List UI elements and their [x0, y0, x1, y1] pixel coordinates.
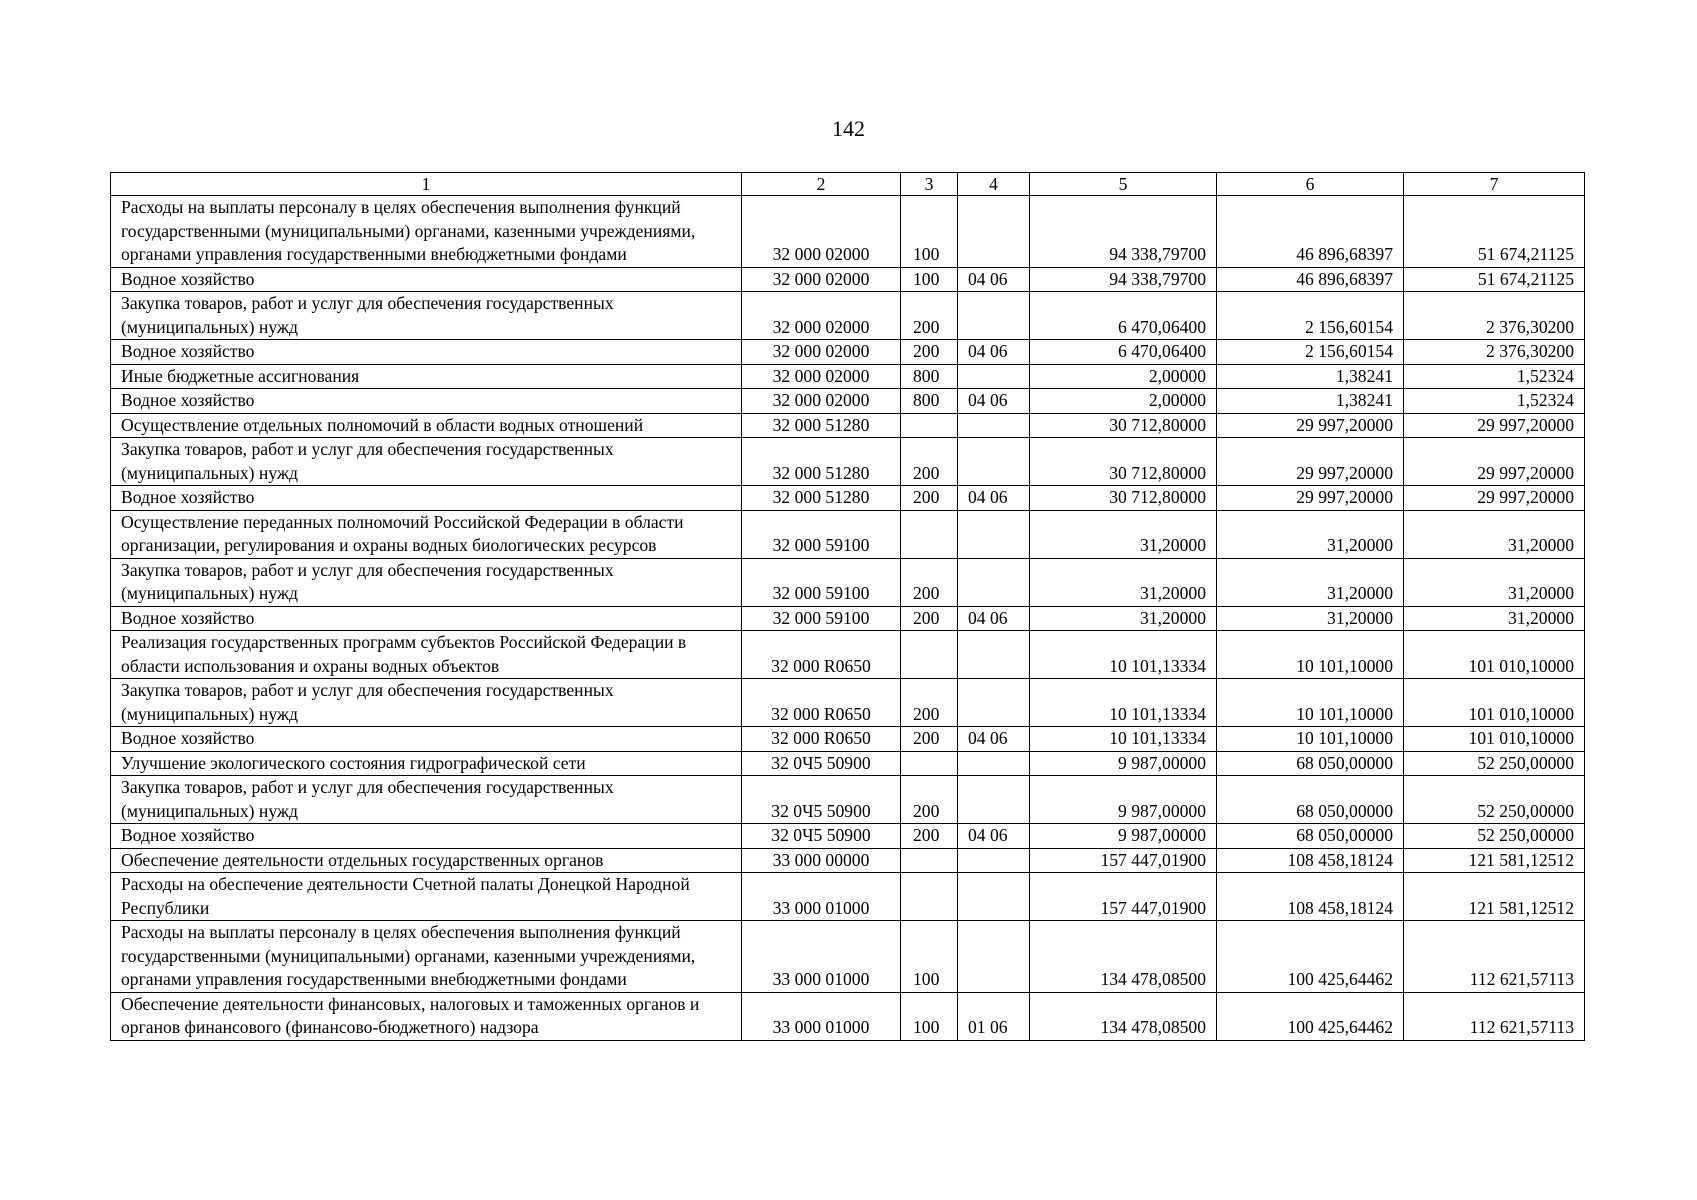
expense-type-cell: 200	[901, 727, 958, 752]
target-code-cell: 32 000 R0650	[742, 679, 901, 727]
expense-name-cell: Водное хозяйство	[111, 340, 742, 365]
amount-col5-cell: 10 101,13334	[1030, 727, 1217, 752]
amount-col6-cell: 100 425,64462	[1217, 992, 1404, 1040]
amount-col6-cell: 31,20000	[1217, 606, 1404, 631]
target-code-cell: 33 000 01000	[742, 992, 901, 1040]
expense-name-cell: Закупка товаров, работ и услуг для обеспечения государственных (муниципальных) нужд	[111, 292, 742, 340]
expense-type-cell	[901, 848, 958, 873]
amount-col5-cell: 94 338,79700	[1030, 267, 1217, 292]
amount-col7-cell: 1,52324	[1404, 389, 1585, 414]
amount-col6-cell: 46 896,68397	[1217, 196, 1404, 268]
expense-type-cell	[901, 413, 958, 438]
amount-col5-cell: 31,20000	[1030, 606, 1217, 631]
expense-name-cell: Обеспечение деятельности финансовых, налоговых и таможенных органов и органов финансового (финансово-бюджетного) надзора	[111, 992, 742, 1040]
table-row	[111, 776, 1585, 824]
section-code-cell	[958, 848, 1030, 873]
table-row	[111, 486, 1585, 511]
amount-col6-cell: 10 101,10000	[1217, 679, 1404, 727]
section-code-cell: 04 06	[958, 389, 1030, 414]
amount-col6-cell: 29 997,20000	[1217, 438, 1404, 486]
amount-col6-cell: 29 997,20000	[1217, 486, 1404, 511]
target-code-cell: 32 000 02000	[742, 196, 901, 268]
section-code-cell	[958, 510, 1030, 558]
target-code-cell: 32 000 02000	[742, 340, 901, 365]
expense-type-cell: 100	[901, 267, 958, 292]
amount-col6-cell: 68 050,00000	[1217, 776, 1404, 824]
page-number: 142	[832, 116, 865, 141]
amount-col7-cell: 29 997,20000	[1404, 413, 1585, 438]
amount-col5-cell: 31,20000	[1030, 558, 1217, 606]
table-row	[111, 196, 1585, 268]
column-header: 2	[742, 173, 901, 196]
amount-col6-cell: 68 050,00000	[1217, 751, 1404, 776]
table-row	[111, 727, 1585, 752]
target-code-cell: 32 000 02000	[742, 364, 901, 389]
amount-col7-cell: 29 997,20000	[1404, 438, 1585, 486]
expense-name-cell: Водное хозяйство	[111, 606, 742, 631]
amount-col6-cell: 10 101,10000	[1217, 727, 1404, 752]
amount-col5-cell: 134 478,08500	[1030, 921, 1217, 993]
target-code-cell: 32 000 R0650	[742, 631, 901, 679]
amount-col5-cell: 6 470,06400	[1030, 292, 1217, 340]
amount-col5-cell: 30 712,80000	[1030, 413, 1217, 438]
expense-name-cell: Закупка товаров, работ и услуг для обеспечения государственных (муниципальных) нужд	[111, 679, 742, 727]
amount-col7-cell: 31,20000	[1404, 606, 1585, 631]
section-code-cell: 04 06	[958, 486, 1030, 511]
table-row	[111, 364, 1585, 389]
amount-col6-cell: 108 458,18124	[1217, 848, 1404, 873]
amount-col7-cell: 101 010,10000	[1404, 679, 1585, 727]
target-code-cell: 32 000 51280	[742, 413, 901, 438]
amount-col6-cell: 10 101,10000	[1217, 631, 1404, 679]
expense-name-cell: Расходы на выплаты персоналу в целях обеспечения выполнения функций государственными (муниципальными) органами, казенными учреждениями, органами управления государственными внебюджетными фондами	[111, 921, 742, 993]
expense-name-cell: Реализация государственных программ субъектов Российской Федерации в области использования и охраны водных объектов	[111, 631, 742, 679]
amount-col5-cell: 9 987,00000	[1030, 824, 1217, 849]
section-code-cell: 04 06	[958, 824, 1030, 849]
expense-type-cell: 200	[901, 340, 958, 365]
expense-name-cell: Расходы на выплаты персоналу в целях обеспечения выполнения функций государственными (муниципальными) органами, казенными учреждениями, органами управления государственными внебюджетными фондами	[111, 196, 742, 268]
table-row	[111, 921, 1585, 993]
table-row	[111, 848, 1585, 873]
amount-col5-cell: 134 478,08500	[1030, 992, 1217, 1040]
expense-name-cell: Осуществление переданных полномочий Российской Федерации в области организации, регулирования и охраны водных биологических ресурсов	[111, 510, 742, 558]
amount-col7-cell: 121 581,12512	[1404, 873, 1585, 921]
expense-type-cell: 200	[901, 486, 958, 511]
column-header: 5	[1030, 173, 1217, 196]
section-code-cell	[958, 921, 1030, 993]
target-code-cell: 32 000 51280	[742, 438, 901, 486]
section-code-cell: 04 06	[958, 606, 1030, 631]
section-code-cell	[958, 558, 1030, 606]
target-code-cell: 33 000 01000	[742, 873, 901, 921]
table-row	[111, 413, 1585, 438]
amount-col6-cell: 2 156,60154	[1217, 340, 1404, 365]
expense-name-cell: Улучшение экологического состояния гидрографической сети	[111, 751, 742, 776]
amount-col7-cell: 51 674,21125	[1404, 196, 1585, 268]
table-row	[111, 873, 1585, 921]
target-code-cell: 32 000 02000	[742, 267, 901, 292]
target-code-cell: 32 0Ч5 50900	[742, 751, 901, 776]
section-code-cell: 04 06	[958, 727, 1030, 752]
section-code-cell	[958, 413, 1030, 438]
amount-col7-cell: 112 621,57113	[1404, 921, 1585, 993]
section-code-cell	[958, 631, 1030, 679]
amount-col7-cell: 2 376,30200	[1404, 340, 1585, 365]
expense-type-cell: 100	[901, 196, 958, 268]
amount-col5-cell: 31,20000	[1030, 510, 1217, 558]
amount-col6-cell: 29 997,20000	[1217, 413, 1404, 438]
target-code-cell: 32 000 R0650	[742, 727, 901, 752]
amount-col7-cell: 2 376,30200	[1404, 292, 1585, 340]
target-code-cell: 32 000 02000	[742, 292, 901, 340]
section-code-cell	[958, 438, 1030, 486]
expense-type-cell: 200	[901, 438, 958, 486]
amount-col5-cell: 2,00000	[1030, 364, 1217, 389]
section-code-cell: 01 06	[958, 992, 1030, 1040]
table-row	[111, 751, 1585, 776]
target-code-cell: 32 000 59100	[742, 558, 901, 606]
amount-col6-cell: 46 896,68397	[1217, 267, 1404, 292]
table-header-row	[111, 173, 1585, 196]
expense-type-cell: 800	[901, 364, 958, 389]
amount-col5-cell: 9 987,00000	[1030, 776, 1217, 824]
amount-col7-cell: 52 250,00000	[1404, 824, 1585, 849]
table-row	[111, 438, 1585, 486]
section-code-cell	[958, 679, 1030, 727]
column-header: 7	[1404, 173, 1585, 196]
column-header: 6	[1217, 173, 1404, 196]
table-row	[111, 824, 1585, 849]
amount-col5-cell: 157 447,01900	[1030, 873, 1217, 921]
section-code-cell	[958, 196, 1030, 268]
amount-col5-cell: 157 447,01900	[1030, 848, 1217, 873]
amount-col6-cell: 1,38241	[1217, 364, 1404, 389]
expense-name-cell: Водное хозяйство	[111, 389, 742, 414]
expense-type-cell: 200	[901, 824, 958, 849]
expense-name-cell: Расходы на обеспечение деятельности Счетной палаты Донецкой Народной Республики	[111, 873, 742, 921]
expense-type-cell: 200	[901, 292, 958, 340]
amount-col7-cell: 112 621,57113	[1404, 992, 1585, 1040]
table-row	[111, 510, 1585, 558]
amount-col6-cell: 1,38241	[1217, 389, 1404, 414]
budget-table	[110, 172, 1585, 1041]
target-code-cell: 32 000 51280	[742, 486, 901, 511]
amount-col6-cell: 2 156,60154	[1217, 292, 1404, 340]
amount-col7-cell: 29 997,20000	[1404, 486, 1585, 511]
target-code-cell: 32 000 59100	[742, 606, 901, 631]
target-code-cell: 32 0Ч5 50900	[742, 824, 901, 849]
table-row	[111, 558, 1585, 606]
table-row	[111, 389, 1585, 414]
amount-col5-cell: 30 712,80000	[1030, 486, 1217, 511]
amount-col7-cell: 52 250,00000	[1404, 751, 1585, 776]
table-row	[111, 292, 1585, 340]
amount-col5-cell: 94 338,79700	[1030, 196, 1217, 268]
section-code-cell: 04 06	[958, 340, 1030, 365]
amount-col6-cell: 108 458,18124	[1217, 873, 1404, 921]
expense-type-cell	[901, 751, 958, 776]
amount-col5-cell: 6 470,06400	[1030, 340, 1217, 365]
expense-name-cell: Иные бюджетные ассигнования	[111, 364, 742, 389]
expense-type-cell: 200	[901, 776, 958, 824]
section-code-cell	[958, 873, 1030, 921]
table-row	[111, 606, 1585, 631]
expense-type-cell	[901, 510, 958, 558]
expense-type-cell: 100	[901, 992, 958, 1040]
table-row	[111, 992, 1585, 1040]
amount-col5-cell: 30 712,80000	[1030, 438, 1217, 486]
column-header: 1	[111, 173, 742, 196]
column-header: 4	[958, 173, 1030, 196]
amount-col5-cell: 9 987,00000	[1030, 751, 1217, 776]
expense-name-cell: Водное хозяйство	[111, 824, 742, 849]
section-code-cell	[958, 292, 1030, 340]
target-code-cell: 33 000 00000	[742, 848, 901, 873]
amount-col7-cell: 51 674,21125	[1404, 267, 1585, 292]
target-code-cell: 32 000 02000	[742, 389, 901, 414]
table-row	[111, 267, 1585, 292]
table-row	[111, 340, 1585, 365]
amount-col7-cell: 1,52324	[1404, 364, 1585, 389]
expense-name-cell: Закупка товаров, работ и услуг для обеспечения государственных (муниципальных) нужд	[111, 558, 742, 606]
expense-name-cell: Водное хозяйство	[111, 267, 742, 292]
amount-col7-cell: 101 010,10000	[1404, 631, 1585, 679]
target-code-cell: 33 000 01000	[742, 921, 901, 993]
amount-col5-cell: 10 101,13334	[1030, 631, 1217, 679]
section-code-cell	[958, 364, 1030, 389]
expense-type-cell: 100	[901, 921, 958, 993]
section-code-cell	[958, 776, 1030, 824]
expense-type-cell: 200	[901, 558, 958, 606]
amount-col7-cell: 31,20000	[1404, 510, 1585, 558]
target-code-cell: 32 0Ч5 50900	[742, 776, 901, 824]
amount-col6-cell: 100 425,64462	[1217, 921, 1404, 993]
amount-col5-cell: 10 101,13334	[1030, 679, 1217, 727]
expense-type-cell	[901, 631, 958, 679]
table-row	[111, 631, 1585, 679]
amount-col5-cell: 2,00000	[1030, 389, 1217, 414]
expense-type-cell: 200	[901, 679, 958, 727]
expense-name-cell: Осуществление отдельных полномочий в области водных отношений	[111, 413, 742, 438]
amount-col7-cell: 31,20000	[1404, 558, 1585, 606]
target-code-cell: 32 000 59100	[742, 510, 901, 558]
amount-col6-cell: 31,20000	[1217, 510, 1404, 558]
column-header: 3	[901, 173, 958, 196]
amount-col7-cell: 52 250,00000	[1404, 776, 1585, 824]
expense-type-cell: 200	[901, 606, 958, 631]
expense-type-cell: 800	[901, 389, 958, 414]
table-row	[111, 679, 1585, 727]
amount-col6-cell: 68 050,00000	[1217, 824, 1404, 849]
amount-col7-cell: 121 581,12512	[1404, 848, 1585, 873]
amount-col7-cell: 101 010,10000	[1404, 727, 1585, 752]
expense-name-cell: Закупка товаров, работ и услуг для обеспечения государственных (муниципальных) нужд	[111, 776, 742, 824]
expense-name-cell: Обеспечение деятельности отдельных государственных органов	[111, 848, 742, 873]
amount-col6-cell: 31,20000	[1217, 558, 1404, 606]
expense-name-cell: Водное хозяйство	[111, 727, 742, 752]
expense-name-cell: Закупка товаров, работ и услуг для обеспечения государственных (муниципальных) нужд	[111, 438, 742, 486]
section-code-cell: 04 06	[958, 267, 1030, 292]
section-code-cell	[958, 751, 1030, 776]
expense-name-cell: Водное хозяйство	[111, 486, 742, 511]
expense-type-cell	[901, 873, 958, 921]
